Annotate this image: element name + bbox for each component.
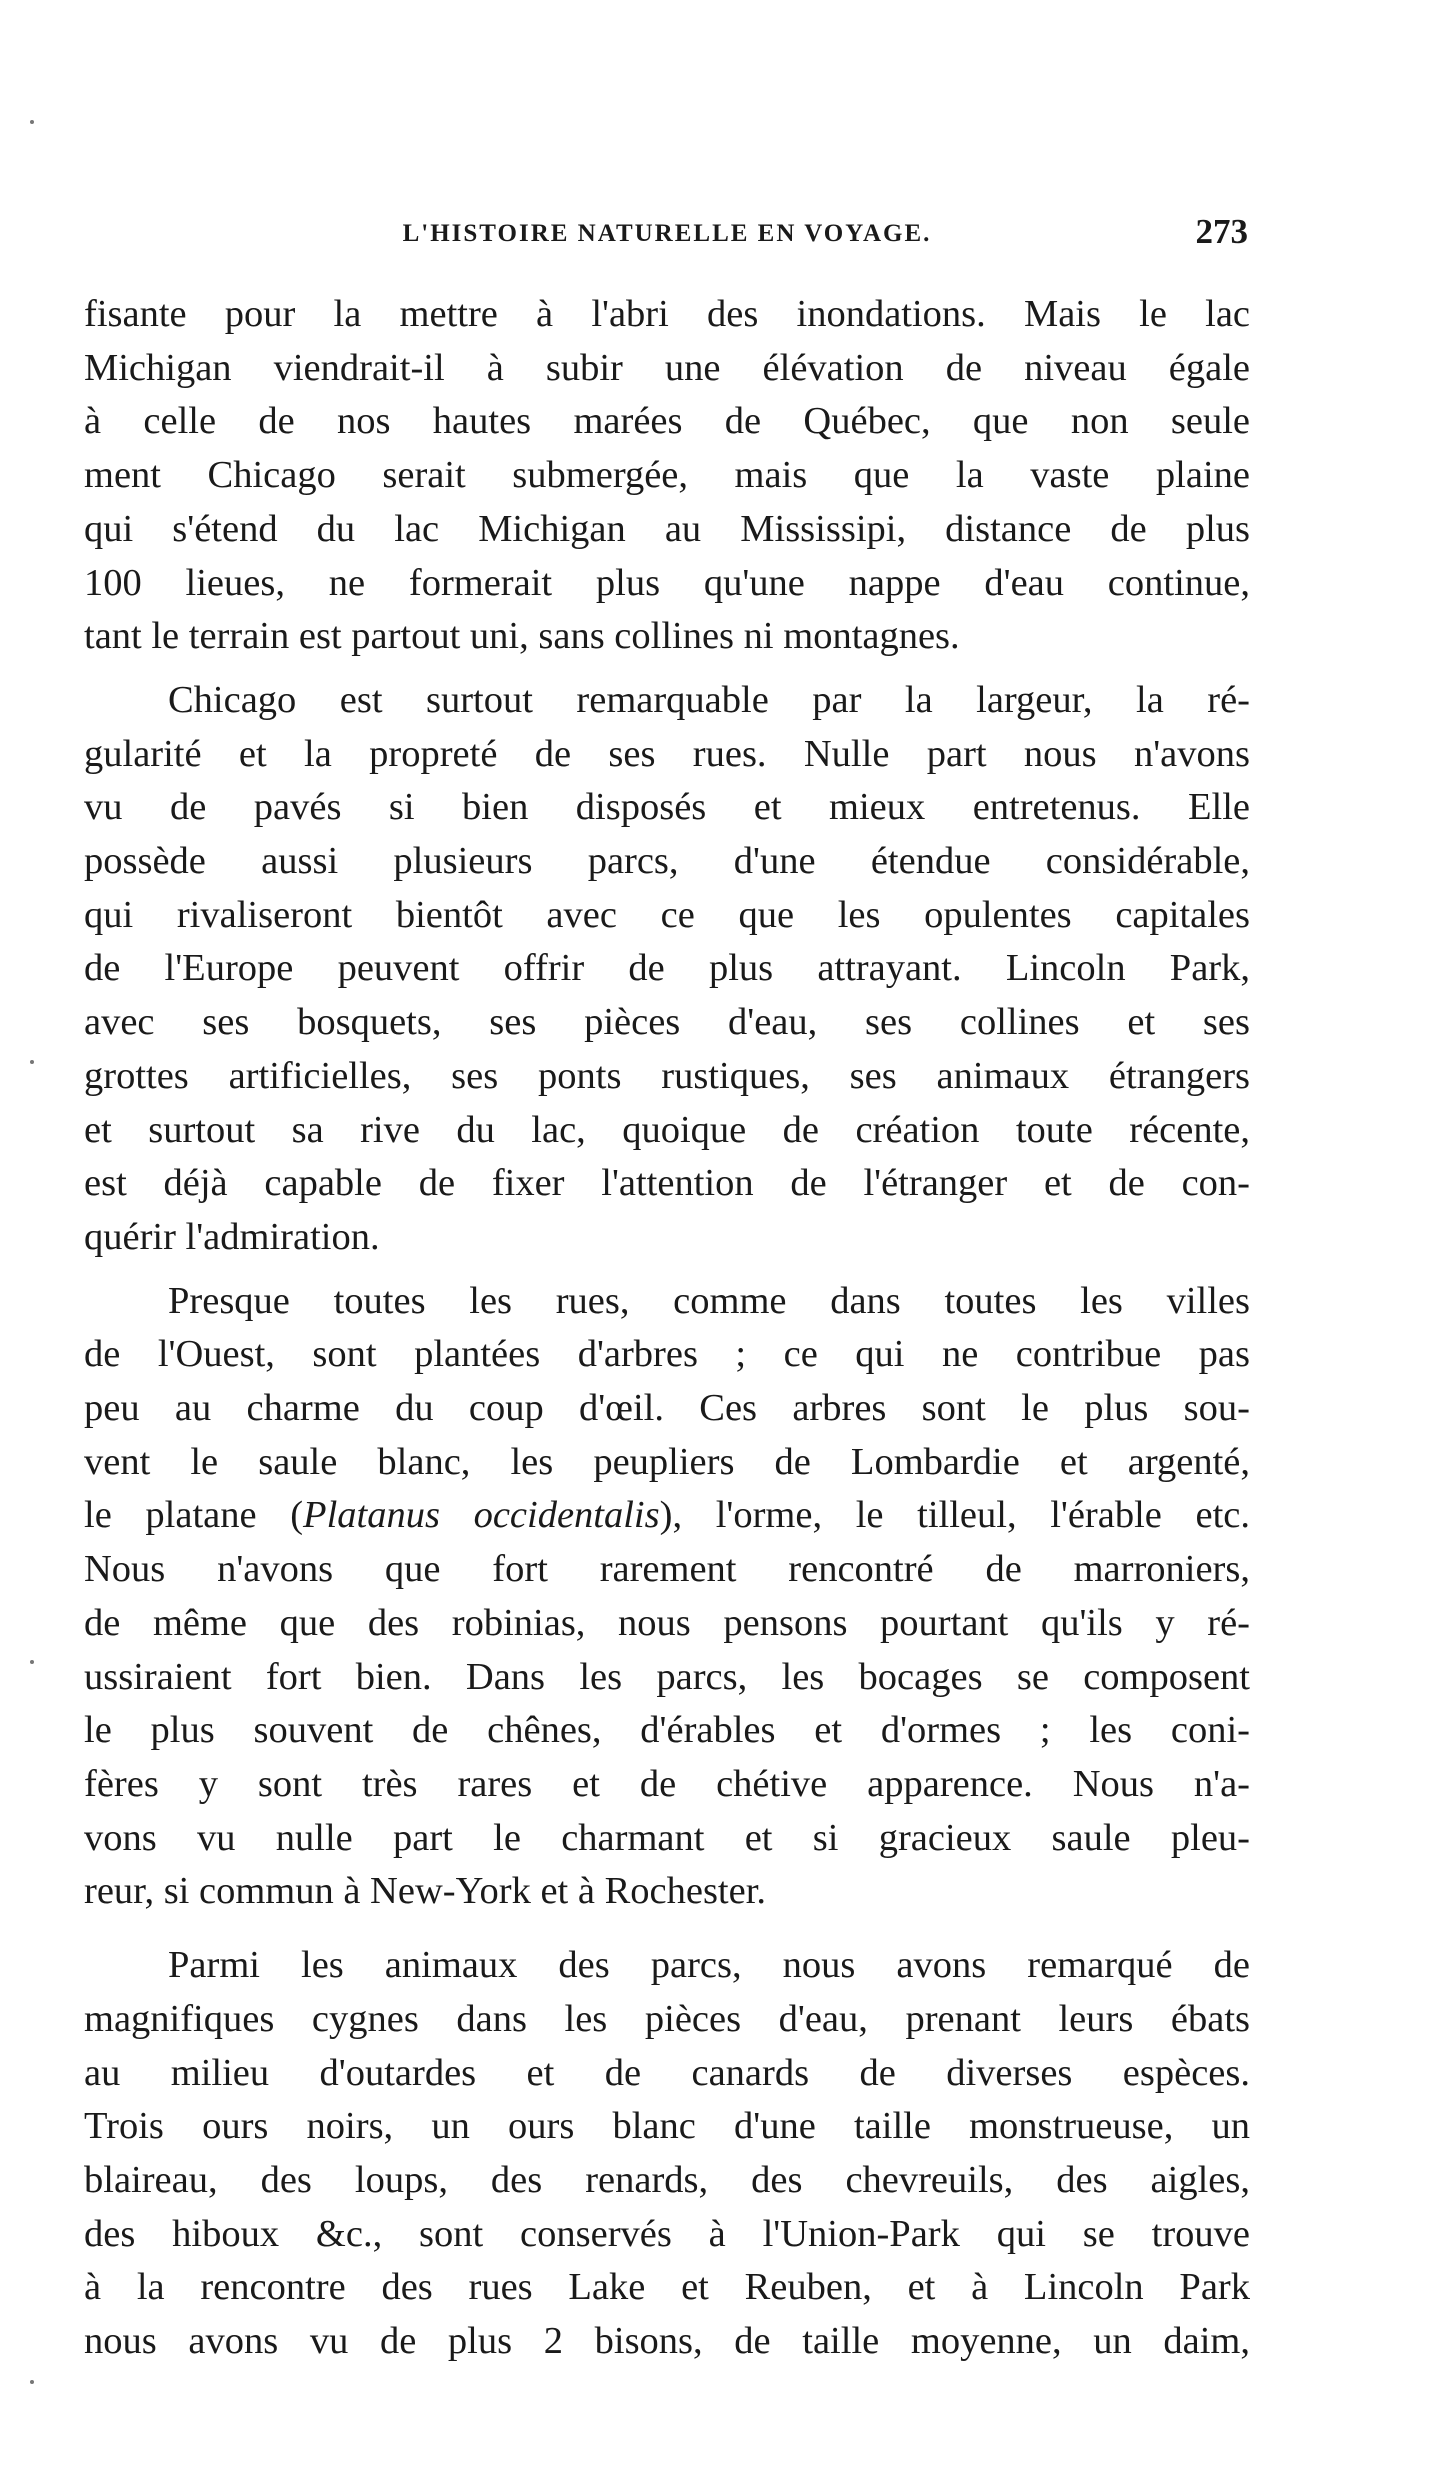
text-line: à la rencontre des rues Lake et Reuben, et à Lincoln Park [84, 2266, 1250, 2309]
text-line: grottes artificielles, ses ponts rustiques, ses animaux étrangers [84, 1054, 1250, 1097]
text-line: avec ses bosquets, ses pièces d'eau, ses collines et ses [84, 1001, 1250, 1044]
text-line: de l'Europe peuvent offrir de plus attrayant. Lincoln Park, [84, 947, 1250, 990]
paragraph-1 [84, 288, 1250, 664]
platane-after: ), l'orme, le tilleul, l'érable etc. [659, 1494, 1251, 1537]
paragraph-3 [84, 1275, 1250, 1919]
text-line: magnifiques cygnes dans les pièces d'eau, prenant leurs ébats [84, 1997, 1250, 2040]
text-line: le plus souvent de chênes, d'érables et d'ormes ; les coni- [84, 1709, 1250, 1752]
text-line: ussiraient fort bien. Dans les parcs, les bocages se composent [84, 1655, 1250, 1698]
text-line: vent le saule blanc, les peupliers de Lombardie et argenté, [84, 1440, 1250, 1483]
text-line: reur, si commun à New-York et à Rochester. [84, 1870, 767, 1913]
text-line: des hiboux &c., sont conservés à l'Union-Park qui se trouve [84, 2212, 1250, 2255]
text-line: est déjà capable de fixer l'attention de l'étranger et de con- [84, 1162, 1250, 1205]
running-title: L'HISTOIRE NATURELLE EN VOYAGE. [402, 220, 932, 247]
text-line: Presque toutes les rues, comme dans toutes les villes [168, 1279, 1250, 1322]
platane-before: le platane ( [84, 1494, 304, 1537]
latin-name: Platanus occidentalis [303, 1494, 660, 1537]
text-line: blaireau, des loups, des renards, des chevreuils, des aigles, [84, 2158, 1250, 2201]
scan-speck [30, 1060, 34, 1064]
scan-speck [30, 120, 34, 124]
text-line: à celle de nos hautes marées de Québec, que non seule [84, 400, 1250, 443]
text-line: vons vu nulle part le charmant et si gracieux saule pleu- [84, 1816, 1250, 1859]
body-text [84, 288, 1250, 2369]
text-line: Parmi les animaux des parcs, nous avons remarqué de [168, 1944, 1250, 1987]
text-line: qui s'étend du lac Michigan au Mississipi, distance de plus [84, 507, 1250, 550]
text-line: possède aussi plusieurs parcs, d'une étendue considérable, [84, 840, 1250, 883]
text-line: Nous n'avons que fort rarement rencontré de marroniers, [84, 1548, 1250, 1591]
text-line: gularité et la propreté de ses rues. Nulle part nous n'avons [84, 732, 1250, 775]
text-line: quérir l'admiration. [84, 1215, 380, 1258]
text-line: vu de pavés si bien disposés et mieux entretenus. Elle [84, 786, 1250, 829]
text-line: au milieu d'outardes et de canards de diverses espèces. [84, 2051, 1250, 2094]
paragraph-2 [84, 674, 1250, 1265]
text-line: Michigan viendrait-il à subir une élévation de niveau égale [84, 346, 1250, 389]
text-line: nous avons vu de plus 2 bisons, de taille moyenne, un daim, [84, 2320, 1250, 2363]
text-line: de l'Ouest, sont plantées d'arbres ; ce qui ne contribue pas [84, 1333, 1250, 1376]
platane-line [84, 1489, 1250, 1543]
text-line: et surtout sa rive du lac, quoique de création toute récente, [84, 1108, 1250, 1151]
text-line: ment Chicago serait submergée, mais que la vaste plaine [84, 454, 1250, 497]
text-line: fisante pour la mettre à l'abri des inondations. Mais le lac [84, 293, 1250, 335]
text-line: Chicago est surtout remarquable par la largeur, la ré- [168, 678, 1250, 721]
page-number: 273 [1195, 212, 1248, 251]
running-header [86, 212, 1248, 262]
text-line: 100 lieues, ne formerait plus qu'une nappe d'eau continue, [84, 561, 1250, 604]
text-line: tant le terrain est partout uni, sans collines ni montagnes. [84, 615, 960, 658]
scan-speck [30, 1660, 34, 1664]
scan-speck [30, 2380, 34, 2384]
text-line: fères y sont très rares et de chétive apparence. Nous n'a- [84, 1762, 1250, 1805]
paragraph-4 [84, 1939, 1250, 2369]
text-line: de même que des robinias, nous pensons pourtant qu'ils y ré- [84, 1601, 1250, 1644]
text-line: peu au charme du coup d'œil. Ces arbres sont le plus sou- [84, 1387, 1250, 1430]
text-line: Trois ours noirs, un ours blanc d'une taille monstrueuse, un [84, 2105, 1250, 2148]
text-line: qui rivaliseront bientôt avec ce que les opulentes capitales [84, 893, 1250, 936]
